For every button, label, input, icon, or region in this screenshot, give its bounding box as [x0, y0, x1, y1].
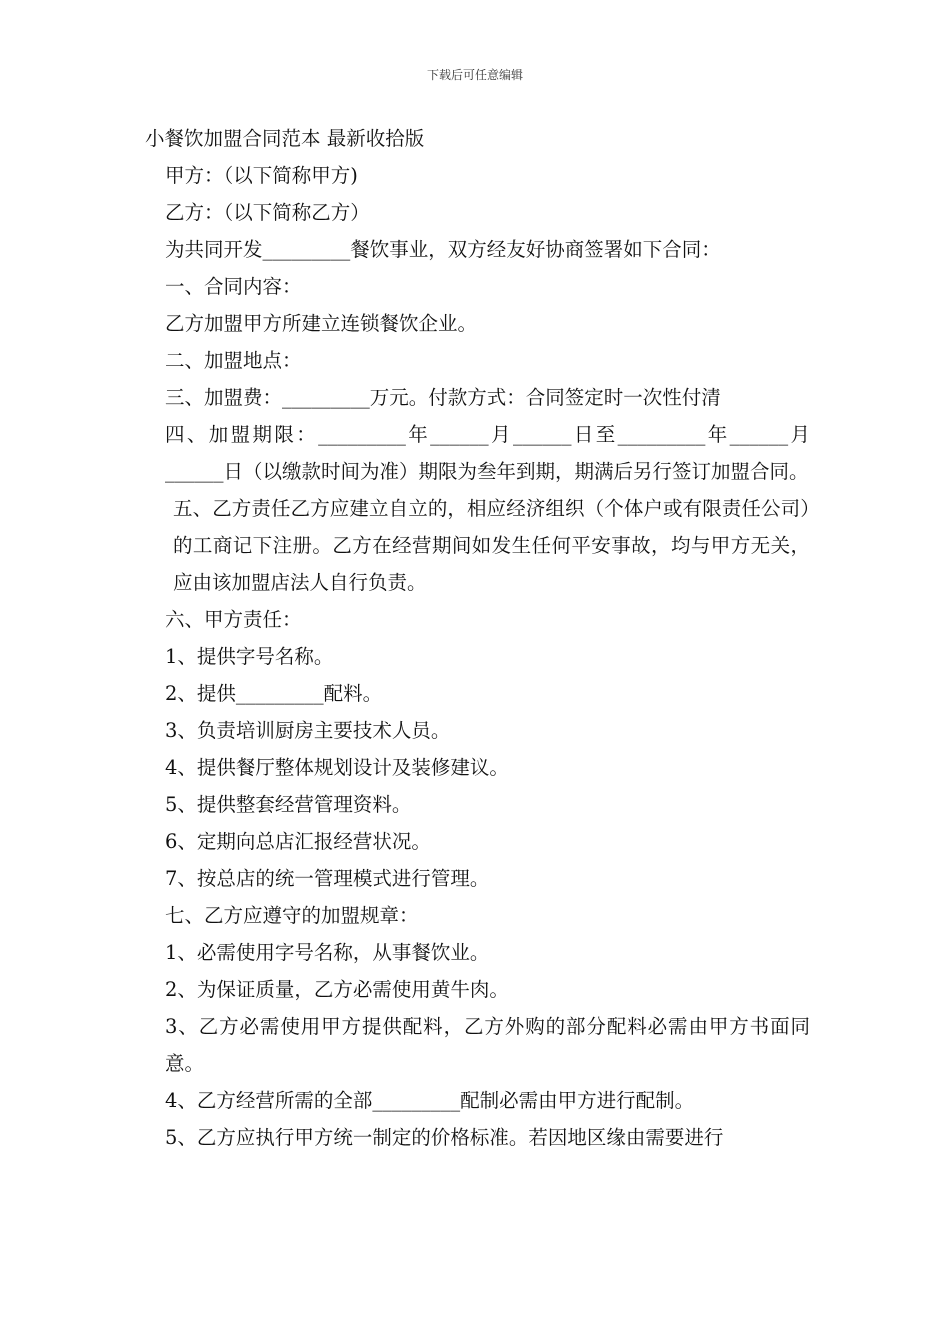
preamble-line: 为共同开发_________餐饮事业，双方经友好协商签署如下合同： [165, 238, 721, 261]
party-b-line: 乙方：（以下简称乙方） [165, 201, 370, 224]
list-item: 5、乙方应执行甲方统一制定的价格标准。若因地区缘由需要进行 [165, 1126, 724, 1149]
list-item: 3、负责培训厨房主要技术人员。 [165, 719, 451, 742]
section-5-paragraph: 五、乙方责任乙方应建立自立的，相应经济组织（个体户或有限责任公司）的工商记下注册。乙方在经营期间如发生任何平安事故，均与甲方无关，应由该加盟店法人自行负责。 [173, 497, 810, 594]
list-item: 1、提供字号名称。 [165, 645, 334, 668]
list-item: 2、为保证质量，乙方必需使用黄牛肉。 [165, 978, 509, 1001]
section-6-heading: 六、甲方责任： [165, 608, 302, 631]
list-item: 2、提供_________配料。 [165, 682, 383, 705]
list-item: 1、必需使用字号名称，从事餐饮业。 [165, 941, 490, 964]
party-a-line: 甲方：（以下简称甲方) [165, 164, 358, 187]
section-1-heading: 一、合同内容： [165, 275, 302, 298]
section-3-line: 三、加盟费：_________万元。付款方式：合同签定时一次性付清 [165, 386, 721, 409]
section-7-heading: 七、乙方应遵守的加盟规章： [165, 904, 419, 927]
page-header: 下载后可任意编辑 [426, 68, 523, 82]
list-item: 5、提供整套经营管理资料。 [165, 793, 412, 816]
section-4-paragraph: 四、加盟期限：_________年______月______日至_________年______月______日（以缴款时间为准）期限为叁年到期，期满后另行签订加盟合同。 [165, 423, 810, 483]
list-item: 3、乙方必需使用甲方提供配料，乙方外购的部分配料必需由甲方书面同意。 [165, 1015, 810, 1075]
list-item: 7、按总店的统一管理模式进行管理。 [165, 867, 490, 890]
list-item: 6、定期向总店汇报经营状况。 [165, 830, 431, 853]
list-item: 4、提供餐厅整体规划设计及装修建议。 [165, 756, 509, 779]
document-title: 小餐饮加盟合同范本 最新收拾版 [145, 127, 425, 150]
list-item: 4、乙方经营所需的全部_________配制必需由甲方进行配制。 [165, 1089, 695, 1112]
section-2-heading: 二、加盟地点： [165, 349, 302, 372]
section-1-text: 乙方加盟甲方所建立连锁餐饮企业。 [165, 312, 478, 335]
document-body [145, 120, 810, 1156]
